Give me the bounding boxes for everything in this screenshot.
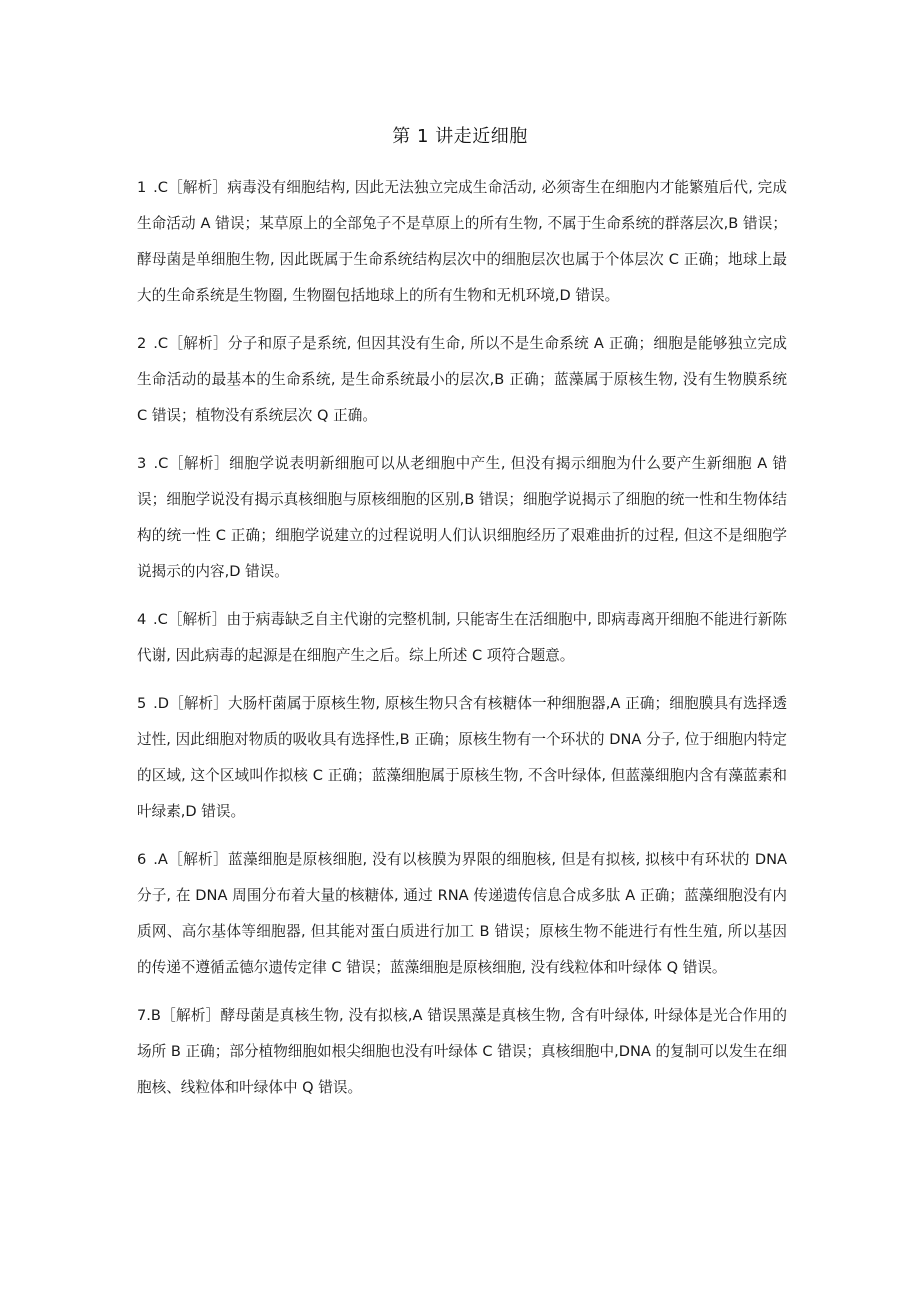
answer-number: 7 [137,1007,147,1024]
answer-number: 2 [137,335,147,352]
answer-text: .A［解析］蓝藻细胞是原核细胞, 没有以核膜为界限的细胞核, 但是有拟核, 拟核中有环状的 DNA 分子, 在 DNA 周围分布着大量的核糖体, 通过 RNA 传递遗传信息合成多肽 A 正确；蓝藻细胞没有内质网、高尔基体等细胞器, 但其能对蛋白质进行加工 B 错误；原核生物不能进行有性生殖, 所以基因的传递不遵循孟德尔遗传定律 C 错误；蓝藻细胞是原核细胞, 没有线粒体和叶绿体 Q 错误。 [137,851,787,976]
answer-number: 4 [137,611,147,628]
answer-item-6 [137,842,787,986]
answer-number: 5 [137,695,147,712]
answer-number: 6 [137,851,147,868]
answer-item-4 [137,602,787,674]
answer-item-7 [137,998,787,1106]
answer-item-3 [137,446,787,590]
answer-text: .C［解析］病毒没有细胞结构, 因此无法独立完成生命活动, 必须寄生在细胞内才能繁殖后代, 完成生命活动 A 错误；某草原上的全部兔子不是草原上的所有生物, 不属于生命系统的群落层次,B 错误；酵母菌是单细胞生物, 因此既属于生命系统结构层次中的细胞层次也属于个体层次 C 正确；地球上最大的生命系统是生物圈, 生物圈包括地球上的所有生物和无机环境,D 错误。 [137,179,788,304]
answer-text: .C［解析］分子和原子是系统, 但因其没有生命, 所以不是生命系统 A 正确；细胞是能够独立完成生命活动的最基本的生命系统, 是生命系统最小的层次,B 正确；蓝藻属于原核生物, 没有生物膜系统 C 错误；植物没有系统层次 Q 正确。 [137,335,787,424]
answer-list [137,170,787,1118]
answer-text: .B［解析］酵母菌是真核生物, 没有拟核,A 错误黑藻是真核生物, 含有叶绿体, 叶绿体是光合作用的场所 B 正确；部分植物细胞如根尖细胞也没有叶绿体 C 错误；真核细胞中,DNA 的复制可以发生在细胞核、线粒体和叶绿体中 Q 错误。 [137,1007,787,1096]
answer-number: 3 [137,455,147,472]
page-title: 第 1 讲走近细胞 [392,126,528,147]
answer-item-5 [137,686,787,830]
answer-text: .D［解析］大肠杆菌属于原核生物, 原核生物只含有核糖体一种细胞器,A 正确；细胞膜具有选择透过性, 因此细胞对物质的吸收具有选择性,B 正确；原核生物有一个环状的 DNA 分子, 位于细胞内特定的区域, 这个区域叫作拟核 C 正确；蓝藻细胞属于原核生物, 不含叶绿体, 但蓝藻细胞内含有藻蓝素和叶绿素,D 错误。 [137,695,788,820]
answer-number: 1 [137,179,147,196]
answer-text: .C［解析］由于病毒缺乏自主代谢的完整机制, 只能寄生在活细胞中, 即病毒离开细胞不能进行新陈代谢, 因此病毒的起源是在细胞产生之后。综上所述 C 项符合题意。 [137,611,788,664]
answer-text: .C［解析］细胞学说表明新细胞可以从老细胞中产生, 但没有揭示细胞为什么要产生新细胞 A 错误；细胞学说没有揭示真核细胞与原核细胞的区别,B 错误；细胞学说揭示了细胞的统一性和生物体结构的统一性 C 正确；细胞学说建立的过程说明人们认识细胞经历了艰难曲折的过程, 但这不是细胞学说揭示的内容,D 错误。 [137,455,787,580]
answer-item-1 [137,170,787,314]
answer-item-2 [137,326,787,434]
